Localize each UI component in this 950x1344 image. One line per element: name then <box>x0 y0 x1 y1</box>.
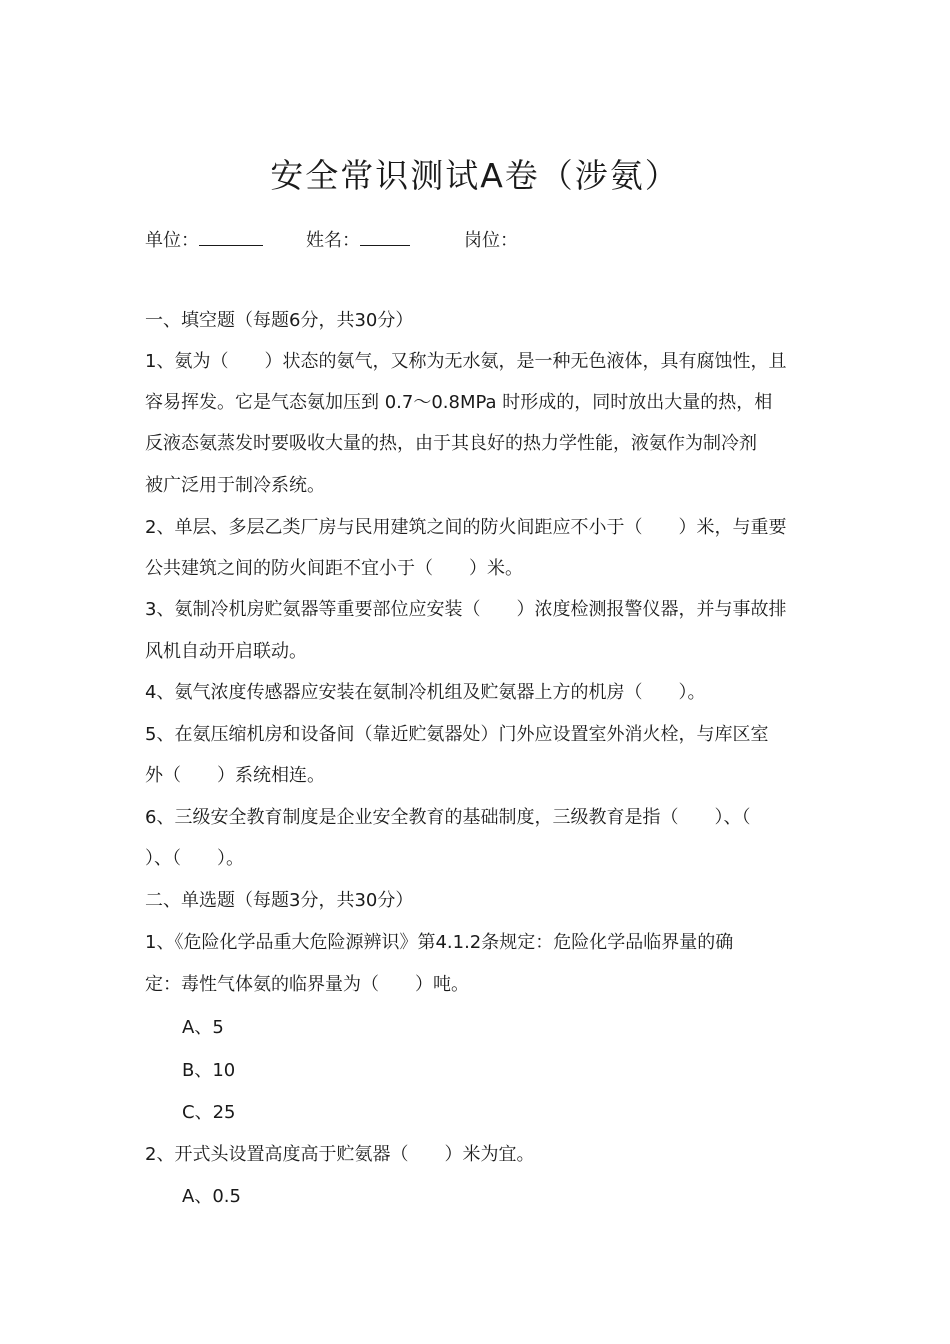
option-b: B、10 <box>182 1060 236 1081</box>
fill-line: 4、氨气浓度传感器应安装在氨制冷机组及贮氨器上方的机房（ ）。 <box>145 682 706 703</box>
fill-line: 反液态氨蒸发时要吸收大量的热，由于其良好的热力学性能，液氨作为制冷剂 <box>145 433 757 454</box>
choice-question-line: 1、《危险化学品重大危险源辨识》第4.1.2条规定：危险化学品临界量的确 <box>145 932 734 953</box>
fill-line: 3、氨制冷机房贮氨器等重要部位应安装（ ）浓度检测报警仪器，并与事故排 <box>145 599 787 620</box>
exam-title: 安全常识测试A卷（涉氨） <box>270 156 680 196</box>
post-field <box>464 226 518 252</box>
fill-line: 被广泛用于制冷系统。 <box>145 475 325 496</box>
fill-line: 2、单层、多层乙类厂房与民用建筑之间的防火间距应不小于（ ）米，与重要 <box>145 517 787 538</box>
fill-line: 1、氨为（ ）状态的氨气，又称为无水氨，是一种无色液体，具有腐蚀性，且 <box>145 351 787 372</box>
choice-question-line: 定：毒性气体氨的临界量为（ ）吨。 <box>145 974 469 995</box>
unit-label: 单位： <box>145 230 199 251</box>
choice-question-line: 2、开式头设置高度高于贮氨器（ ）米为宜。 <box>145 1144 535 1165</box>
section2-heading: 二、单选题（每题3分，共30分） <box>145 890 414 911</box>
fill-line: 5、在氨压缩机房和设备间（靠近贮氨器处）门外应设置室外消火栓，与库区室 <box>145 724 769 745</box>
name-blank[interactable] <box>360 229 410 246</box>
unit-field <box>145 226 263 252</box>
fill-line: 外（ ）系统相连。 <box>145 765 325 786</box>
fill-line: 公共建筑之间的防火间距不宜小于（ ）米。 <box>145 558 523 579</box>
post-label: 岗位： <box>464 230 518 251</box>
option-c: C、25 <box>182 1102 236 1123</box>
fill-line: 风机自动开启联动。 <box>145 641 307 662</box>
fill-line: 6、三级安全教育制度是企业安全教育的基础制度，三级教育是指（ ）、（ <box>145 807 751 828</box>
option-a: A、5 <box>182 1017 224 1038</box>
name-label: 姓名： <box>306 230 360 251</box>
fill-line: ）、（ ）。 <box>145 848 244 869</box>
section1-heading: 一、填空题（每题6分，共30分） <box>145 310 414 331</box>
fill-line: 容易挥发。它是气态氨加压到 0.7～0.8MPa 时形成的，同时放出大量的热，相 <box>145 392 773 413</box>
name-field <box>306 226 410 252</box>
option-a: A、0.5 <box>182 1186 241 1207</box>
unit-blank[interactable] <box>199 229 263 246</box>
